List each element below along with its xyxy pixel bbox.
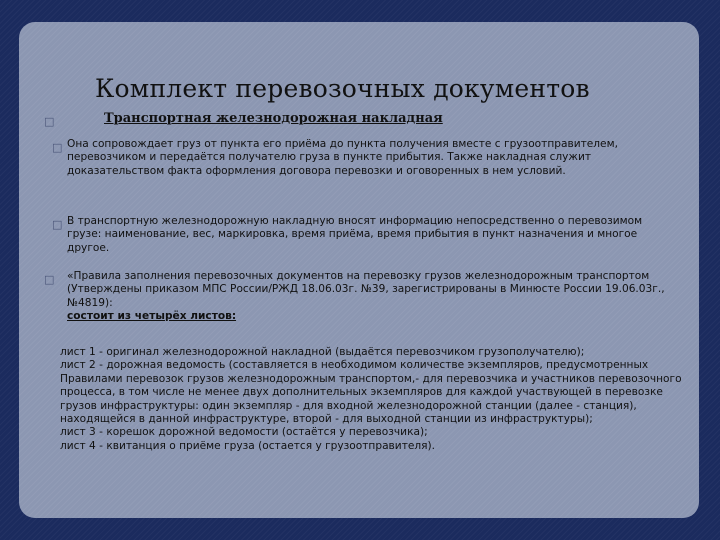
- paragraph-content: В транспортную железнодорожную накладную вносят информацию непосредственно о перевозимом грузе: наименование, вес, маркировка, время приёма, время прибытия в пункт назначения и многое другое.: [67, 215, 643, 254]
- bullet-icon: □: [44, 273, 55, 286]
- sheet-item-4: лист 4 - квитанция о приёме груза (остается у грузоотправителя).: [60, 439, 436, 452]
- rules-sheets-heading: состоит из четырёх листов:: [67, 310, 237, 323]
- sheets-list: [60, 346, 690, 453]
- bullet-icon: □: [52, 218, 63, 231]
- rules-text: «Правила заполнения перевозочных документов на перевозку грузов железнодорожным транспортом (Утверждены приказом МПС России/РЖД 18.06.03г. №39, зарегистрированы в Минюсте России 19.06.03г., №4819):: [67, 270, 665, 309]
- bullet-icon: □: [52, 141, 63, 154]
- sheet-item-1: лист 1 - оригинал железнодорожной накладной (выдаётся перевозчиком грузополучателю);: [60, 346, 585, 358]
- paragraph-purpose: Она сопровождает груз от пункта его приёма до пункта получения вместе с грузоотправителем, перевозчиком и передаётся получателю груза в пункте прибытия. Также накладная служит доказательством факта оформления договора перевозки и оговоренных в нем условий.: [67, 138, 618, 177]
- paragraph-rules: [67, 270, 667, 324]
- sheet-item-3: лист 3 - корешок дорожной ведомости (остаётся у перевозчика);: [60, 426, 428, 439]
- slide-title: Комплект перевозочных документов: [95, 74, 590, 103]
- subtitle: Транспортная железнодорожная накладная: [104, 111, 443, 126]
- bullet-icon: □: [44, 115, 55, 128]
- sheet-item-2: лист 2 - дорожная ведомость (составляется в необходимом количестве экземпляров, предусмотренных Правилами перевозок грузов железнодорожным транспортом,- для перевозчика и участников перевозочного процесса, в том числе не менее двух дополнительных экземпляров для каждой участвующей в перевозке грузов инфраструктуры: один экземпляр - для входной железнодорожной станции (далее - станция), находящейся в данной инфраструктуре, второй - для выходной станции из инфраструктуры);: [60, 359, 682, 426]
